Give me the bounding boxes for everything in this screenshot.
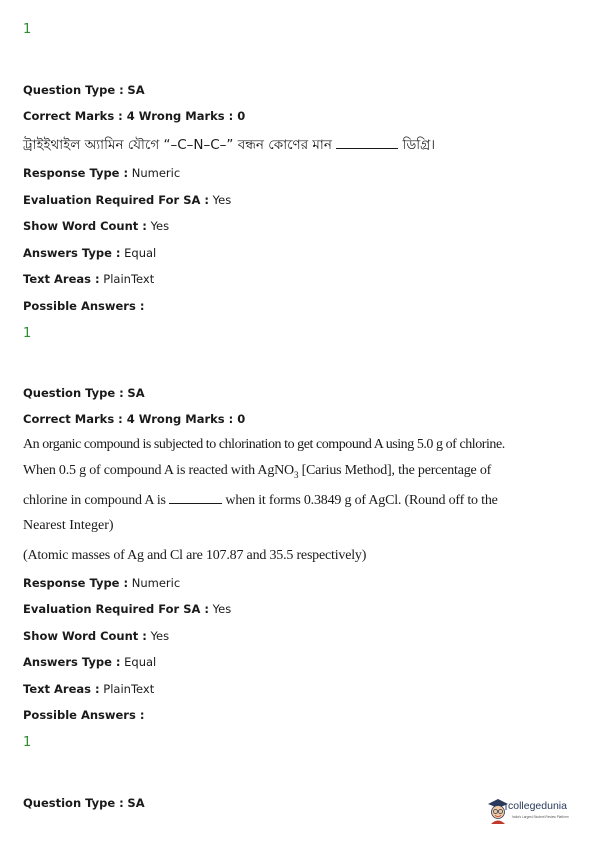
evaluation-2: Evaluation Required For SA : Yes: [23, 602, 232, 616]
response-type-2: Response Type : Numeric: [23, 576, 181, 590]
logo-wordmark: collegedunia: [508, 800, 567, 812]
question-type-2: Question Type : SA: [23, 386, 145, 400]
mascot-icon: [486, 797, 510, 825]
text-areas-2: Text Areas : PlainText: [23, 682, 155, 696]
evaluation-1: Evaluation Required For SA : Yes: [23, 193, 232, 207]
word-count-1: Show Word Count : Yes: [23, 219, 170, 233]
possible-answer-2: 1: [23, 735, 32, 750]
page-number: 1: [23, 22, 32, 37]
marks-2: Correct Marks : 4 Wrong Marks : 0: [23, 412, 246, 426]
question-type-3: Question Type : SA: [23, 796, 145, 810]
answers-type-2: Answers Type : Equal: [23, 655, 157, 669]
text-areas-1: Text Areas : PlainText: [23, 272, 155, 286]
response-type-1: Response Type : Numeric: [23, 166, 181, 180]
marks-1: Correct Marks : 4 Wrong Marks : 0: [23, 109, 246, 123]
question-text-bengali: ট্রাইইথাইল অ্যামিন যৌগে “–C–N–C–” বন্ধন কোণের মান ডিগ্রি।: [23, 137, 436, 153]
answers-type-1: Answers Type : Equal: [23, 246, 157, 260]
question-text-english: An organic compound is subjected to chlorination to get compound A using 5.0 g of chlorine. When 0.5 g of compound A is reacted with AgNO$_3$ [Carius Method], the percentage of chlorine in compound A is when it forms 0.3849 g of AgCl. (Round off to the Nearest Integer) (Atomic masses of Ag and Cl are 107.87 and 35.5 respectively): [23, 437, 505, 563]
possible-answers-label-2: Possible Answers :: [23, 708, 145, 722]
possible-answer-1: 1: [23, 326, 32, 341]
collegedunia-logo: [486, 797, 591, 827]
possible-answers-label-1: Possible Answers :: [23, 299, 145, 313]
question-type-1: Question Type : SA: [23, 83, 145, 97]
logo-tagline: India's Largest Student Review Platform: [512, 815, 569, 819]
word-count-2: Show Word Count : Yes: [23, 629, 170, 643]
